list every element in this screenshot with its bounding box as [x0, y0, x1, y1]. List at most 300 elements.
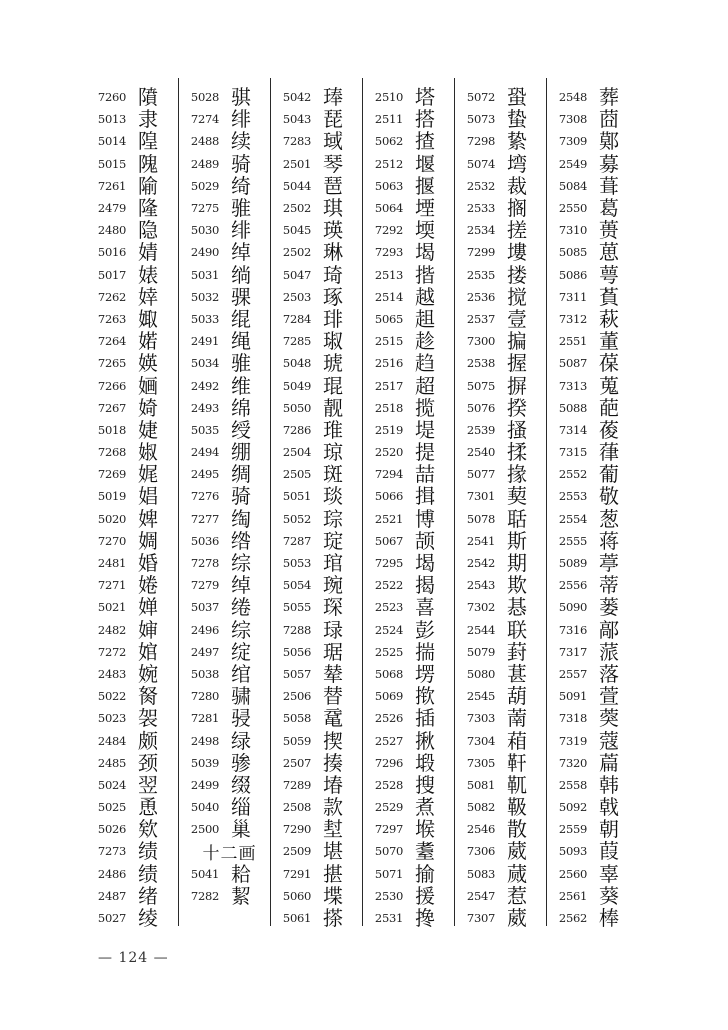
entry-character: 维	[231, 373, 251, 398]
index-entry	[455, 641, 546, 663]
index-entry	[86, 419, 178, 441]
entry-code: 7300	[466, 334, 495, 349]
entry-code: 7290	[282, 822, 311, 837]
entry-character: 蒐	[599, 373, 619, 398]
index-entry	[86, 463, 178, 485]
entry-code: 5026	[97, 822, 126, 837]
index-column	[454, 78, 546, 931]
entry-character: 搀	[415, 906, 435, 931]
index-entry	[271, 397, 362, 419]
entry-character: 蒉	[599, 218, 619, 243]
entry-character: 骑	[231, 484, 251, 509]
entry-code: 2540	[466, 445, 495, 460]
entry-character: 棒	[599, 906, 619, 931]
entry-character: 款	[323, 795, 343, 820]
entry-character: 萯	[599, 284, 619, 309]
entry-code: 7308	[558, 112, 587, 127]
entry-character: 婠	[138, 639, 158, 664]
entry-character: 琼	[323, 440, 343, 465]
entry-character: 揽	[415, 395, 435, 420]
entry-code: 7279	[190, 578, 219, 593]
index-entry	[547, 818, 638, 840]
entry-code: 5091	[558, 689, 587, 704]
index-entry	[455, 729, 546, 751]
entry-character: 婳	[138, 373, 158, 398]
stroke-count-heading	[179, 840, 270, 862]
entry-code: 2526	[374, 711, 403, 726]
index-entry	[455, 441, 546, 463]
entry-character: 揄	[415, 861, 435, 886]
index-entry	[179, 352, 270, 374]
entry-code: 2517	[374, 378, 403, 393]
entry-character: 堧	[415, 218, 435, 243]
entry-character: 握	[507, 351, 527, 376]
index-entry	[271, 352, 362, 374]
index-entry	[455, 685, 546, 707]
index-entry	[455, 352, 546, 374]
entry-character: 欸	[138, 817, 158, 842]
entry-character: 婕	[138, 417, 158, 442]
entry-code: 5053	[282, 556, 311, 571]
entry-code: 5014	[97, 134, 126, 149]
index-entry	[179, 264, 270, 286]
index-entry	[455, 485, 546, 507]
entry-character: 塄	[415, 661, 435, 686]
entry-character: 萩	[599, 306, 619, 331]
entry-character: 揖	[415, 484, 435, 509]
entry-code: 7275	[190, 201, 219, 216]
entry-character: 联	[507, 617, 527, 642]
entry-code: 2528	[374, 777, 403, 792]
index-entry	[271, 241, 362, 263]
index-entry	[455, 286, 546, 308]
entry-character: 葛	[599, 196, 619, 221]
entry-code: 5052	[282, 511, 311, 526]
entry-character: 揆	[507, 395, 527, 420]
index-entry	[86, 707, 178, 729]
entry-character: 彭	[415, 617, 435, 642]
entry-character: 琭	[323, 617, 343, 642]
entry-code: 5075	[466, 378, 495, 393]
entry-character: 绩	[138, 839, 158, 864]
index-entry	[547, 397, 638, 419]
index-entry	[179, 330, 270, 352]
entry-character: 揭	[415, 573, 435, 598]
entry-character: 绵	[231, 395, 251, 420]
index-entry	[179, 175, 270, 197]
entry-code: 7319	[558, 733, 587, 748]
entry-code: 2515	[374, 334, 403, 349]
index-entry	[86, 308, 178, 330]
entry-character: 堪	[323, 839, 343, 864]
entry-character: 绰	[231, 240, 251, 265]
index-entry	[363, 574, 454, 596]
index-entry	[86, 197, 178, 219]
entry-character: 绯	[231, 107, 251, 132]
index-entry	[547, 197, 638, 219]
entry-code: 2511	[374, 112, 403, 127]
entry-character: 耋	[415, 839, 435, 864]
entry-code: 2516	[374, 356, 403, 371]
entry-code: 5084	[558, 178, 587, 193]
entry-character: 聒	[507, 506, 527, 531]
index-entry	[179, 374, 270, 396]
index-entry	[547, 863, 638, 885]
entry-code: 2536	[466, 289, 495, 304]
entry-character: 葫	[507, 684, 527, 709]
index-entry	[363, 485, 454, 507]
index-entry	[271, 419, 362, 441]
entry-code: 7273	[97, 844, 126, 859]
index-entry	[363, 508, 454, 530]
entry-code: 2531	[374, 911, 403, 926]
entry-character: 袈	[138, 706, 158, 731]
entry-character: 隍	[138, 129, 158, 154]
entry-character: 萳	[507, 706, 527, 731]
entry-code: 2552	[558, 467, 587, 482]
entry-code: 2484	[97, 733, 126, 748]
index-entry	[86, 508, 178, 530]
entry-code: 7306	[466, 844, 495, 859]
entry-character: 骑	[231, 151, 251, 176]
entry-code: 2514	[374, 289, 403, 304]
entry-code: 2524	[374, 622, 403, 637]
entry-code: 5054	[282, 578, 311, 593]
index-entry	[179, 219, 270, 241]
index-entry	[86, 264, 178, 286]
entry-character: 续	[231, 129, 251, 154]
entry-code: 2522	[374, 578, 403, 593]
entry-character: 琨	[323, 373, 343, 398]
entry-code: 2494	[190, 445, 219, 460]
index-entry	[547, 707, 638, 729]
entry-character: 搂	[507, 262, 527, 287]
entry-character: 颈	[138, 750, 158, 775]
index-entry	[271, 374, 362, 396]
entry-character: 隆	[138, 196, 158, 221]
entry-character: 琢	[323, 284, 343, 309]
entry-code: 2508	[282, 800, 311, 815]
index-entry	[455, 108, 546, 130]
index-entry	[179, 885, 270, 907]
entry-character: 婚	[138, 551, 158, 576]
entry-character: 鄗	[599, 617, 619, 642]
index-entry	[363, 352, 454, 374]
index-entry	[455, 130, 546, 152]
entry-code: 2491	[190, 334, 219, 349]
index-entry	[271, 752, 362, 774]
entry-code: 7286	[282, 422, 311, 437]
entry-character: 恿	[138, 795, 158, 820]
entry-character: 绷	[231, 440, 251, 465]
entry-code: 7260	[97, 90, 126, 105]
index-entry	[179, 774, 270, 796]
entry-character: 隃	[138, 173, 158, 198]
index-entry	[455, 308, 546, 330]
index-entry	[455, 197, 546, 219]
index-entry	[363, 419, 454, 441]
entry-code: 2492	[190, 378, 219, 393]
index-entry	[363, 885, 454, 907]
index-entry	[363, 685, 454, 707]
index-entry	[271, 441, 362, 463]
entry-code: 5063	[374, 178, 403, 193]
entry-code: 5027	[97, 911, 126, 926]
entry-character: 绫	[138, 906, 158, 931]
index-entry	[179, 508, 270, 530]
entry-character: 巢	[231, 817, 251, 842]
index-entry	[363, 707, 454, 729]
entry-code: 7262	[97, 289, 126, 304]
index-entry	[271, 863, 362, 885]
entry-character: 董	[599, 329, 619, 354]
index-entry	[455, 397, 546, 419]
entry-code: 7288	[282, 622, 311, 637]
entry-code: 7289	[282, 777, 311, 792]
index-entry	[455, 175, 546, 197]
index-entry	[271, 130, 362, 152]
index-entry	[363, 308, 454, 330]
entry-character: 壹	[507, 306, 527, 331]
entry-code: 2529	[374, 800, 403, 815]
entry-code: 7314	[558, 422, 587, 437]
entry-code: 7320	[558, 755, 587, 770]
index-entry	[547, 330, 638, 352]
entry-character: 替	[323, 684, 343, 709]
entry-character: 葡	[599, 462, 619, 487]
entry-code: 7268	[97, 445, 126, 460]
index-entry	[179, 552, 270, 574]
entry-character: 琔	[323, 528, 343, 553]
entry-code: 7264	[97, 334, 126, 349]
index-entry	[86, 863, 178, 885]
index-entry	[86, 552, 178, 574]
entry-code: 5030	[190, 223, 219, 238]
index-entry	[86, 219, 178, 241]
index-entry	[179, 619, 270, 641]
index-entry	[547, 840, 638, 862]
entry-code: 2556	[558, 578, 587, 593]
entry-code: 2486	[97, 866, 126, 881]
entry-code: 2562	[558, 911, 587, 926]
entry-code: 2480	[97, 223, 126, 238]
entry-character: 琮	[323, 506, 343, 531]
index-entry	[363, 818, 454, 840]
index-entry	[547, 374, 638, 396]
entry-code: 7302	[466, 600, 495, 615]
index-entry	[179, 463, 270, 485]
index-entry	[179, 485, 270, 507]
entry-character: 堤	[415, 417, 435, 442]
entry-character: 葳	[507, 839, 527, 864]
index-entry	[86, 374, 178, 396]
entry-character: 婘	[138, 573, 158, 598]
index-entry	[86, 241, 178, 263]
index-entry	[179, 641, 270, 663]
index-entry	[271, 530, 362, 552]
entry-character: 惎	[507, 595, 527, 620]
entry-code: 2488	[190, 134, 219, 149]
index-entry	[86, 685, 178, 707]
entry-code: 2503	[282, 289, 311, 304]
entry-character: 敬	[599, 484, 619, 509]
index-entry	[271, 774, 362, 796]
entry-character: 婼	[138, 329, 158, 354]
entry-character: 综	[231, 551, 251, 576]
index-entry	[363, 286, 454, 308]
entry-character: 婶	[138, 617, 158, 642]
entry-character: 葚	[507, 661, 527, 686]
index-entry	[363, 241, 454, 263]
index-entry	[86, 352, 178, 374]
index-entry	[455, 552, 546, 574]
index-entry	[547, 752, 638, 774]
entry-character: 婊	[138, 262, 158, 287]
entry-code: 2527	[374, 733, 403, 748]
entry-code: 7304	[466, 733, 495, 748]
entry-character: 揿	[415, 684, 435, 709]
index-entry	[86, 840, 178, 862]
entry-character: 琰	[323, 484, 343, 509]
entry-code: 2513	[374, 267, 403, 282]
entry-character: 耠	[231, 861, 251, 886]
entry-code: 2489	[190, 156, 219, 171]
entry-code: 5081	[466, 777, 495, 792]
entry-code: 2554	[558, 511, 587, 526]
entry-code: 7313	[558, 378, 587, 393]
stroke-count-heading-text: 十二画	[202, 843, 257, 864]
entry-character: 婧	[138, 240, 158, 265]
index-entry	[363, 463, 454, 485]
index-entry	[363, 175, 454, 197]
entry-character: 绰	[231, 573, 251, 598]
entry-character: 揠	[415, 173, 435, 198]
index-column	[86, 78, 178, 931]
entry-character: 煮	[415, 795, 435, 820]
index-entry	[455, 774, 546, 796]
index-entry	[455, 596, 546, 618]
index-entry	[455, 419, 546, 441]
entry-code: 7297	[374, 822, 403, 837]
index-entry	[547, 530, 638, 552]
character-index-table	[86, 78, 640, 931]
entry-code: 7301	[466, 489, 495, 504]
index-entry	[547, 463, 638, 485]
entry-code: 7307	[466, 911, 495, 926]
entry-character: 琴	[323, 151, 343, 176]
entry-character: 塿	[507, 240, 527, 265]
index-entry	[271, 596, 362, 618]
index-entry	[547, 574, 638, 596]
index-entry	[179, 707, 270, 729]
index-entry	[363, 219, 454, 241]
entry-character: 综	[231, 617, 251, 642]
index-column	[178, 78, 270, 926]
entry-code: 2507	[282, 755, 311, 770]
entry-code: 2549	[558, 156, 587, 171]
index-entry	[86, 907, 178, 929]
entry-code: 5042	[282, 90, 311, 105]
entry-character: 蔻	[599, 728, 619, 753]
entry-character: 揕	[323, 861, 343, 886]
index-entry	[271, 485, 362, 507]
entry-character: 绱	[231, 262, 251, 287]
entry-code: 7299	[466, 245, 495, 260]
entry-character: 搭	[415, 107, 435, 132]
index-entry	[455, 574, 546, 596]
index-entry	[86, 885, 178, 907]
index-entry	[271, 818, 362, 840]
index-entry	[363, 863, 454, 885]
entry-code: 5067	[374, 533, 403, 548]
entry-character: 堠	[415, 817, 435, 842]
index-entry	[179, 863, 270, 885]
entry-code: 5017	[97, 267, 126, 282]
index-entry	[363, 264, 454, 286]
entry-code: 5039	[190, 755, 219, 770]
entry-code: 5073	[466, 112, 495, 127]
index-entry	[547, 153, 638, 175]
entry-code: 5055	[282, 600, 311, 615]
entry-character: 斯	[507, 528, 527, 553]
index-entry	[547, 108, 638, 130]
entry-character: 骓	[231, 196, 251, 221]
index-entry	[455, 663, 546, 685]
entry-code: 2559	[558, 822, 587, 837]
entry-code: 5048	[282, 356, 311, 371]
entry-code: 5038	[190, 666, 219, 681]
index-entry	[86, 441, 178, 463]
entry-code: 7282	[190, 888, 219, 903]
index-entry	[86, 796, 178, 818]
entry-code: 5050	[282, 400, 311, 415]
index-entry	[271, 840, 362, 862]
entry-character: 蒎	[599, 639, 619, 664]
index-entry	[547, 419, 638, 441]
entry-character: 媖	[138, 351, 158, 376]
index-entry	[547, 308, 638, 330]
entry-code: 2548	[558, 90, 587, 105]
index-entry	[547, 485, 638, 507]
entry-character: 绻	[231, 595, 251, 620]
entry-character: 缁	[231, 795, 251, 820]
entry-character: 掾	[507, 462, 527, 487]
entry-character: 琲	[323, 306, 343, 331]
entry-character: 婉	[138, 661, 158, 686]
entry-character: 喆	[415, 462, 435, 487]
entry-code: 2523	[374, 600, 403, 615]
entry-code: 7316	[558, 622, 587, 637]
entry-code: 2493	[190, 400, 219, 415]
index-entry	[179, 153, 270, 175]
entry-character: 戟	[599, 795, 619, 820]
entry-character: 募	[599, 151, 619, 176]
entry-character: 期	[507, 551, 527, 576]
entry-character: 靰	[507, 772, 527, 797]
entry-code: 7311	[558, 289, 587, 304]
index-entry	[363, 441, 454, 463]
entry-character: 琛	[323, 595, 343, 620]
entry-code: 2537	[466, 311, 495, 326]
entry-character: 堰	[415, 151, 435, 176]
entry-character: 揳	[323, 728, 343, 753]
entry-character: 葰	[599, 417, 619, 442]
entry-code: 2502	[282, 201, 311, 216]
entry-code: 7280	[190, 689, 219, 704]
entry-character: 蛩	[507, 85, 527, 110]
index-entry	[179, 685, 270, 707]
entry-code: 5061	[282, 911, 311, 926]
